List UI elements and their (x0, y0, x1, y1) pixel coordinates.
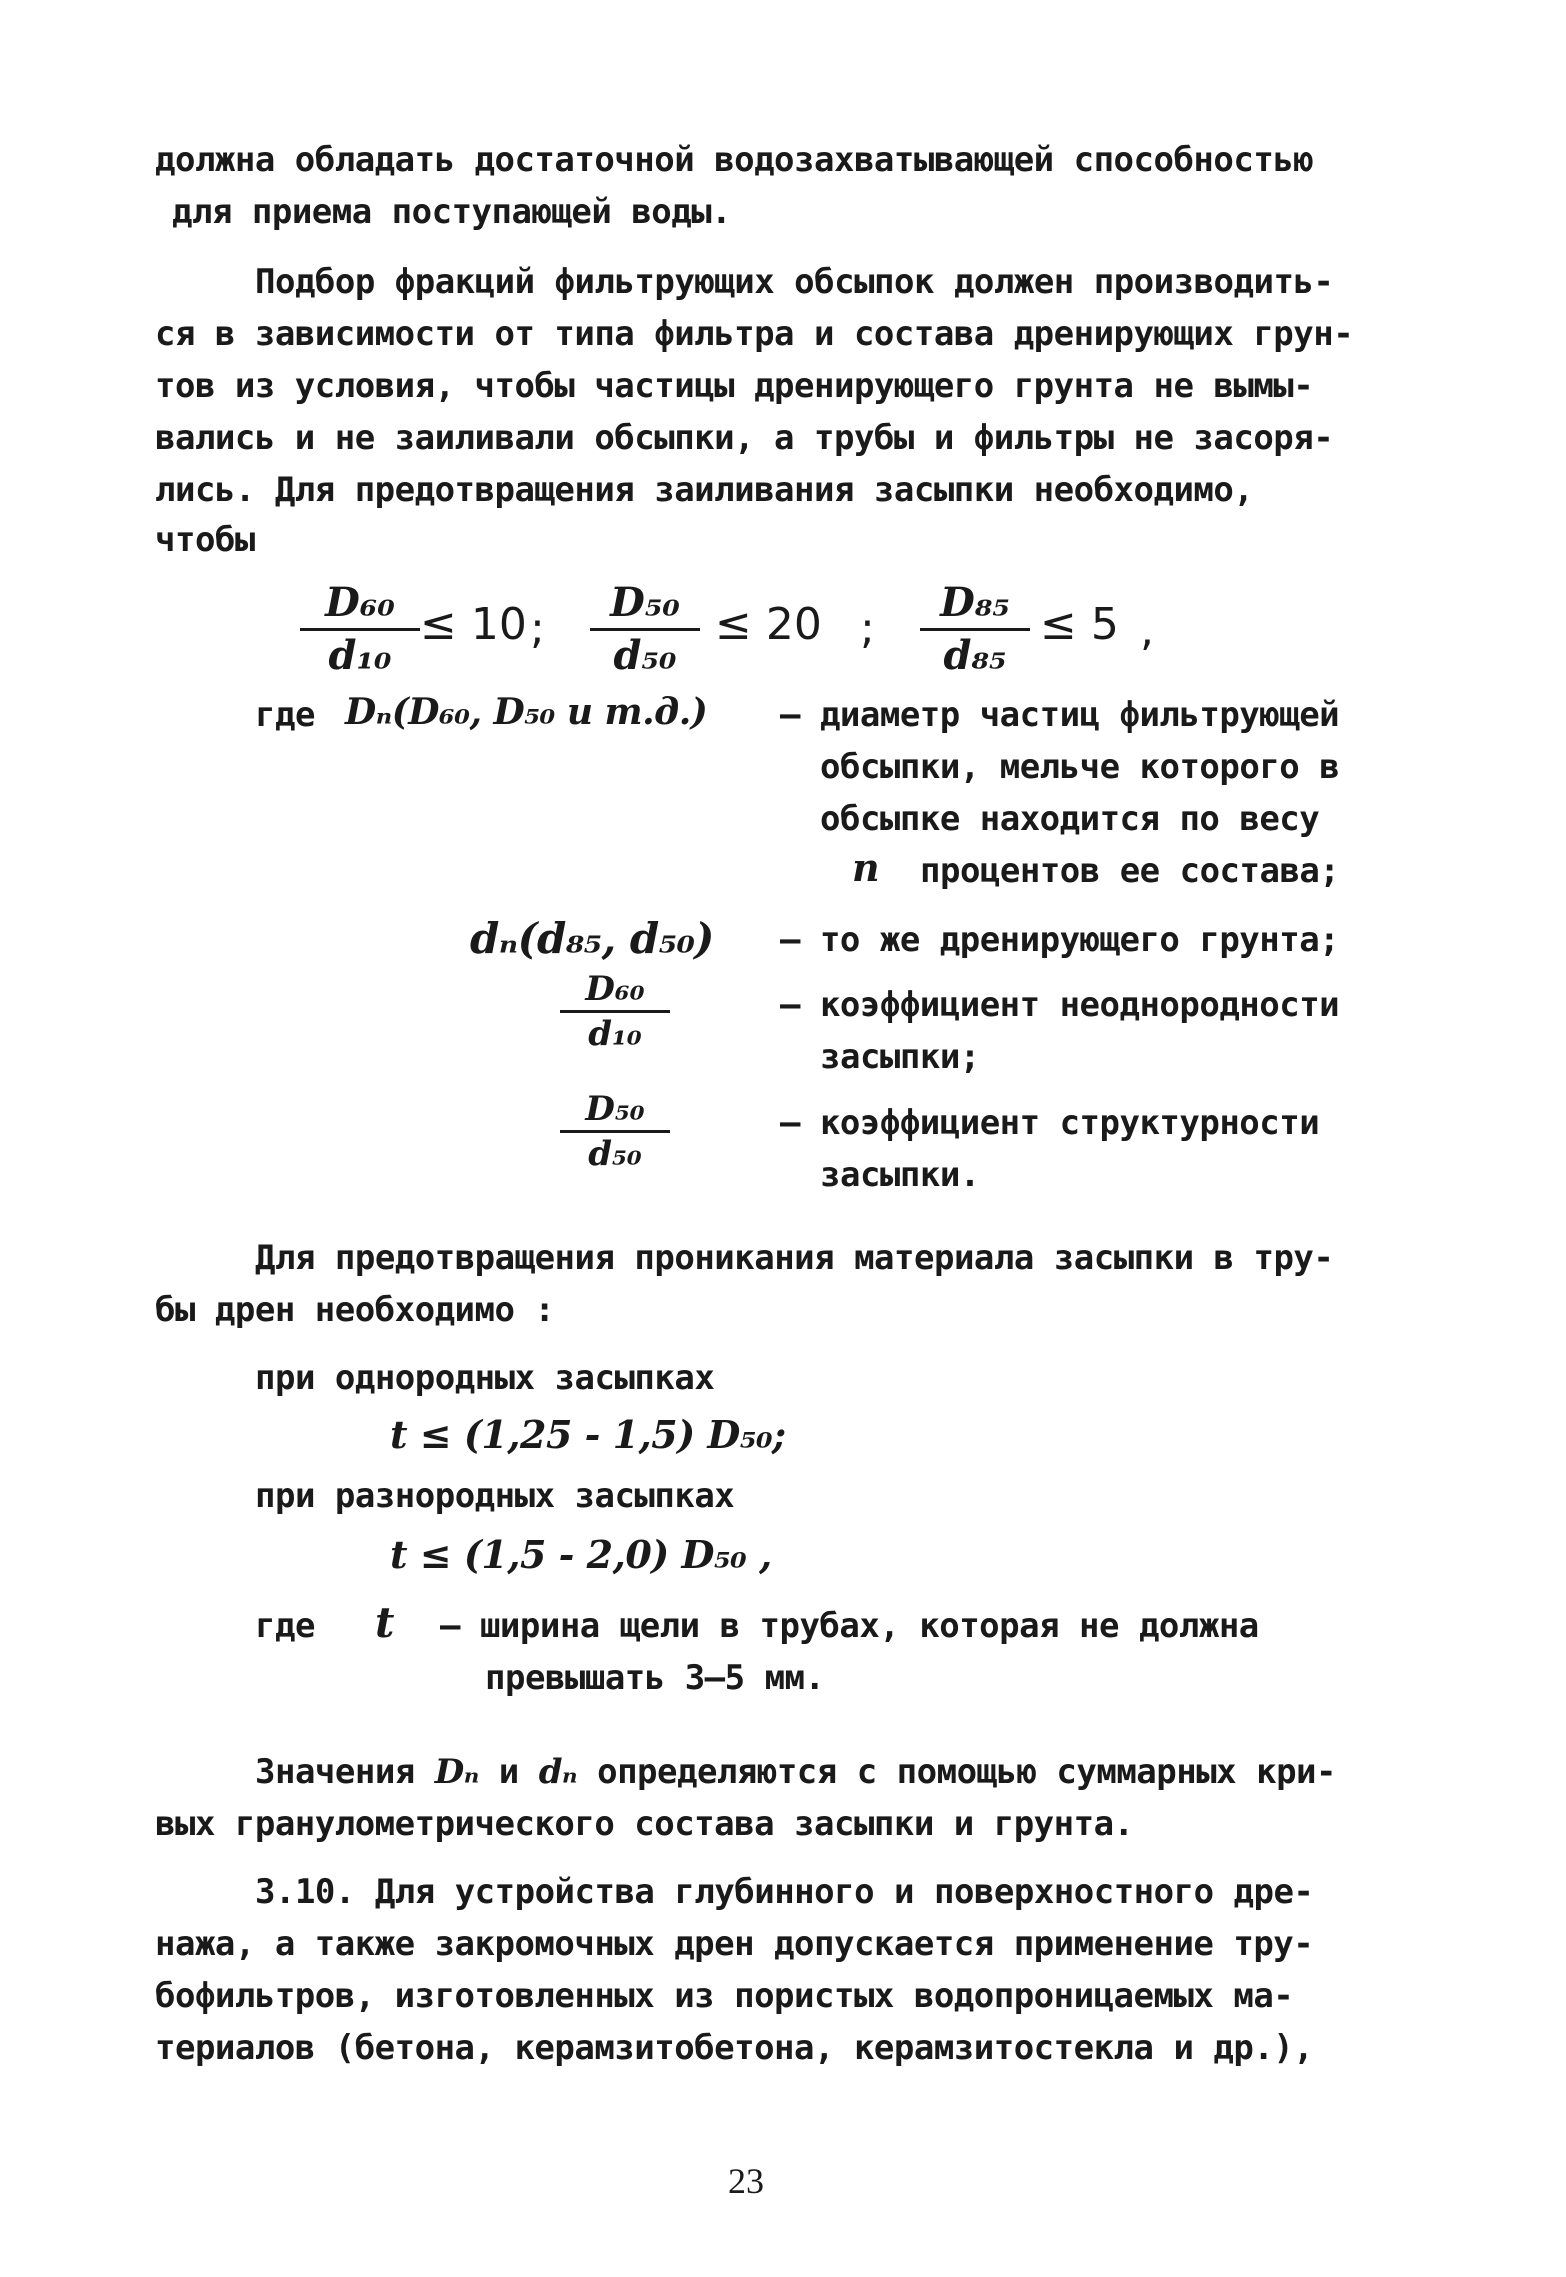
definition-text: засыпки; (820, 1037, 980, 1077)
relation: ≤ 20 (715, 599, 822, 650)
paragraph-line: должна обладать достаточной водозахватывающей способностью (155, 140, 1314, 180)
denominator: d₁₀ (328, 632, 392, 679)
fraction-bar (590, 628, 700, 631)
fraction-d60-d10 (560, 970, 670, 1053)
definition-text: процентов ее состава; (920, 851, 1340, 891)
variable-t: t (375, 1598, 394, 1647)
paragraph-line: при однородных засыпках (255, 1358, 715, 1398)
fraction-d50-d50 (560, 1090, 670, 1173)
symbol-dn-capital: Dₙ (434, 1752, 479, 1792)
definition-term: Dₙ(D₆₀, D₅₀ и т.д.) (345, 691, 708, 733)
fraction-d50-d50 (590, 580, 700, 679)
relation: ≤ 10 (420, 599, 527, 650)
where-label: где (255, 695, 315, 735)
paragraph-line: териалов (бетона, керамзитобетона, керамзитостекла и др.), (155, 2028, 1314, 2068)
numerator: D₅₀ (610, 579, 680, 626)
definition-text: засыпки. (820, 1155, 980, 1195)
paragraph-line: нажа, а также закромочных дрен допускается применение тру- (155, 1924, 1314, 1964)
definition-text: – диаметр частиц фильтрующей (780, 695, 1340, 735)
definition-text: – коэффициент структурности (780, 1103, 1320, 1143)
definition-text: обсыпке находится по весу (820, 799, 1320, 839)
paragraph-line: 3.10. Для устройства глубинного и поверхностного дре- (255, 1872, 1314, 1912)
text-fragment: определяются с помощью суммарных кри- (597, 1752, 1336, 1792)
fraction-d60-d10 (300, 580, 420, 679)
fraction-bar (560, 1130, 670, 1133)
paragraph-line: бофильтров, изготовленных из пористых водопроницаемых ма- (155, 1976, 1294, 2016)
fraction-d85-d85 (920, 580, 1030, 679)
definition-text: обсыпки, мельче которого в (820, 747, 1340, 787)
numerator: D₈₅ (940, 579, 1010, 626)
separator: ; (530, 603, 545, 654)
where-label: где (255, 1606, 315, 1646)
variable-n: n (852, 845, 880, 890)
separator: ; (860, 603, 875, 654)
numerator: D₆₀ (325, 579, 395, 626)
definition-text: – ширина щели в трубах, которая не должна (440, 1606, 1259, 1646)
denominator: d₈₅ (943, 632, 1007, 679)
fraction-bar (560, 1010, 670, 1013)
definition-text: – коэффициент неоднородности (780, 985, 1340, 1025)
denominator: d₅₀ (588, 1134, 642, 1174)
paragraph-line: ся в зависимости от типа фильтра и состава дренирующих грун- (155, 314, 1354, 354)
formula-homogeneous: t ≤ (1,25 - 1,5) D₅₀; (390, 1412, 786, 1457)
denominator: d₁₀ (588, 1014, 642, 1054)
paragraph-line: тов из условия, чтобы частицы дренирующего грунта не вымы- (155, 366, 1314, 406)
paragraph-line: Подбор фракций фильтрующих обсыпок должен производить- (255, 262, 1334, 302)
symbol-dn-small: dₙ (538, 1752, 578, 1792)
definition-text: превышать 3–5 мм. (485, 1658, 825, 1698)
paragraph-line: для приема поступающей воды. (172, 192, 732, 232)
definition-text: – то же дренирующего грунта; (780, 920, 1340, 960)
fraction-bar (920, 628, 1030, 631)
paragraph-line: вались и не заиливали обсыпки, а трубы и фильтры не засоря- (155, 418, 1334, 458)
paragraph-line: чтобы (155, 520, 255, 560)
formula-heterogeneous: t ≤ (1,5 - 2,0) D₅₀ , (390, 1532, 772, 1577)
definition-term: dₙ(d₈₅, d₅₀) (470, 914, 714, 963)
paragraph-line: Для предотвращения проникания материала засыпки в тру- (255, 1238, 1334, 1278)
fraction-bar (300, 628, 420, 631)
punctuation: , (1140, 605, 1154, 656)
page-number: 23 (728, 2161, 764, 2201)
text-fragment: Значения (255, 1752, 415, 1792)
paragraph-line: вых гранулометрического состава засыпки и грунта. (155, 1804, 1134, 1844)
numerator: D₅₀ (585, 1089, 645, 1129)
numerator: D₆₀ (585, 969, 645, 1009)
relation: ≤ 5 (1040, 599, 1119, 650)
paragraph-line: лись. Для предотвращения заиливания засыпки необходимо, (155, 470, 1254, 510)
text-fragment: и (498, 1752, 519, 1792)
paragraph-line: бы дрен необходимо : (155, 1290, 555, 1330)
paragraph-line: при разнородных засыпках (255, 1476, 735, 1516)
denominator: d₅₀ (613, 632, 677, 679)
paragraph-line (255, 1752, 1336, 1792)
